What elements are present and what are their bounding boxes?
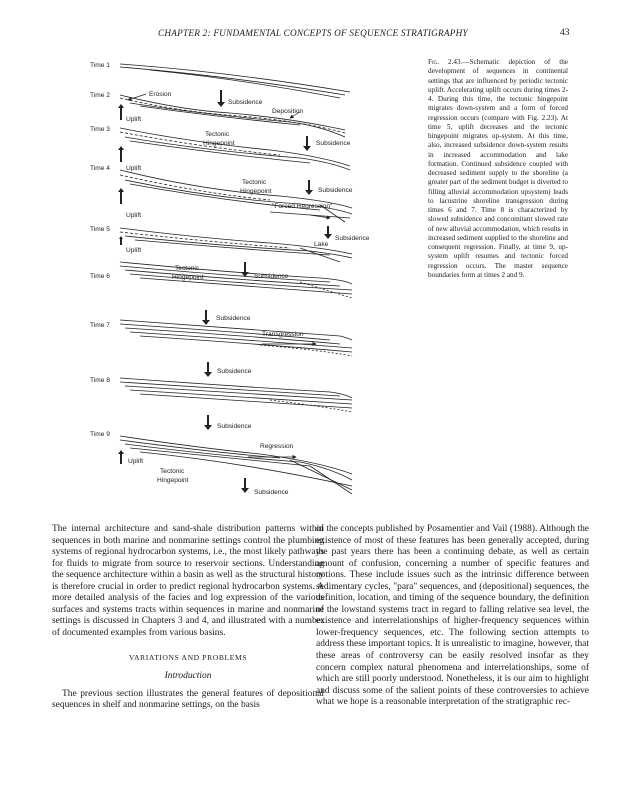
section-heading: VARIATIONS AND PROBLEMS bbox=[128, 653, 248, 663]
tectonic-label-t4: Tectonic bbox=[242, 179, 267, 186]
time-2-label: Time 2 bbox=[90, 92, 110, 99]
uplift-arrow-t3 bbox=[118, 146, 124, 162]
subsidence-label-t9b: Subsidence bbox=[254, 489, 289, 496]
time-1-label: Time 1 bbox=[90, 62, 110, 69]
regression-label: Regression bbox=[260, 443, 294, 450]
paragraph: of the concepts published by Posamentier and Vail (1988). Although the existence of most of these features has been generally accepted, during the past years there has been a continuing debate, as well as certain amount of confusion, concerning a number of specific features and notions. These include issues such as the intrinsic difference between sedimentary cycles, "para" sequences, and (depositional) sequences, the definition, location, and timing of the sequence boundary, the definition of the lowstand systems tract in regard to falling relative sea level, the existence and interrelationships of higher-frequency sequences within lower-frequency sequences, etc. The following section attempts to address these important topics. It is unrealistic to imagine, however, that these areas of controversy can be easily resolved insofar as they concern complex natural phenomena and interrelationships, some of which are still poorly understood. Nonetheless, it is our aim to highlight and discuss some of the salient points of these controversies to achieve what we hope is a reasonable interpretation of the stratigraphic rec- bbox=[316, 524, 589, 708]
chapter-title: CHAPTER 2: FUNDAMENTAL CONCEPTS OF SEQUENCE STRATIGRAPHY bbox=[158, 28, 468, 38]
right-column bbox=[316, 524, 589, 709]
subsidence-arrow-t5 bbox=[324, 226, 332, 239]
time-3-label: Time 3 bbox=[90, 126, 110, 133]
subsidence-arrow-t9a bbox=[204, 415, 212, 430]
tectonic-label-t6: Tectonic bbox=[175, 265, 200, 272]
uplift-arrow-t5 bbox=[119, 236, 123, 245]
time-7-diagram bbox=[120, 320, 352, 356]
transgression-label: Transgression bbox=[262, 331, 304, 338]
left-column bbox=[52, 524, 324, 712]
hingepoint-label-t9: Hingepoint bbox=[157, 477, 189, 484]
uplift-label-t5a: Uplift bbox=[126, 212, 142, 219]
caption-text: —Schematic depiction of the development of sequences in continental settings that are influenced by periodic tectonic uplift. Accelerating uplift occurs during times 2-4. During this time, the tectonic hingepoint migrates down-system and a form of forced regression occurs (compare with Fig. 2.23). At time 5, uplift decreases and the tectonic hingepoint migrates up-system. At this time, also, increased subsidence down-system results in increased accommodation and lake formation. Continued subsidence coupled with decreased sediment supply to the shoreline (a greater part of the sediment budget is diverted to filling alluvial accommodation upsystem) leads to lacustrine shoreline transgression during times 6 and 7. Time 8 is characterized by slowed subsidence and concomitant slowed rate of new alluvial accommodation, which results in increased sediment supplied to the shoreline and consequent regression. Finally, at time 9, up-system uplift resumes and tectonic forced regression occurs. The master sequence boundaries form at times 2 and 9. bbox=[428, 58, 568, 279]
erosion-label: Erosion bbox=[149, 91, 172, 98]
hingepoint-label-t6: Hingepoint bbox=[172, 274, 204, 281]
forced-regression-label: "Forced Regression" bbox=[272, 203, 333, 210]
subsidence-label-t3: Subsidence bbox=[316, 140, 351, 147]
caption-label: Fig. 2.43. bbox=[428, 58, 463, 66]
time-7-label: Time 7 bbox=[90, 322, 110, 329]
uplift-label-t2: Uplift bbox=[126, 116, 142, 123]
subsidence-label-t7: Subsidence bbox=[216, 315, 251, 322]
time-8-label: Time 8 bbox=[90, 377, 110, 384]
subsidence-label-t6: Subsidence bbox=[254, 273, 289, 280]
uplift-arrow-t9 bbox=[118, 450, 124, 464]
subsidence-label-t2: Subsidence bbox=[228, 99, 263, 106]
time-6-diagram bbox=[120, 262, 352, 298]
subsidence-arrow-t4 bbox=[305, 180, 313, 195]
time-3-diagram bbox=[120, 128, 350, 170]
page-number: 43 bbox=[560, 28, 570, 38]
uplift-label-t9: Uplift bbox=[128, 458, 144, 465]
subsidence-arrow-t3 bbox=[303, 136, 311, 151]
uplift-label-t4: Uplift bbox=[126, 165, 142, 172]
uplift-label-t5b: Uplift bbox=[126, 247, 142, 254]
uplift-arrow-t4 bbox=[118, 188, 124, 204]
subsidence-label-t8: Subsidence bbox=[217, 368, 252, 375]
figure-caption bbox=[428, 58, 568, 280]
paragraph: The internal architecture and sand-shale distribution patterns within sequences in both marine and nonmarine settings control the plumbing systems of regional hydrocarbon systems, i.e., the most likely pathways for fluids to migrate from source to reservoir sections. Understanding the sequence architecture within a basin as well as the structural history is therefore crucial in order to predict regional hydrocarbon systems. A more detailed analysis of the facies and log expression of the various surfaces and systems tracts within sequences in marine and nonmarine settings is discussed in Chapters 3 and 4, and illustrated with a number of documented examples from various basins. bbox=[52, 524, 324, 638]
subsidence-arrow-t7 bbox=[202, 310, 210, 325]
uplift-arrow-t2 bbox=[118, 104, 124, 120]
time-9-label: Time 9 bbox=[90, 431, 110, 438]
deposition-label: Deposition bbox=[272, 108, 304, 115]
time-8-diagram bbox=[120, 378, 352, 412]
subsidence-arrow-t8 bbox=[204, 362, 212, 377]
hingepoint-label-t3: Hingepoint bbox=[203, 140, 235, 147]
time-4-diagram bbox=[120, 170, 352, 222]
time-6-label: Time 6 bbox=[90, 273, 110, 280]
subsidence-arrow-t6 bbox=[241, 262, 249, 277]
hingepoint-label-t4: Hingepoint bbox=[240, 188, 272, 195]
lake-label: Lake bbox=[314, 241, 329, 248]
tectonic-label-t3: Tectonic bbox=[205, 131, 230, 138]
subsidence-arrow-t9b bbox=[241, 478, 249, 493]
subsection-heading: Introduction bbox=[164, 671, 212, 682]
time-9-diagram bbox=[120, 436, 352, 494]
subsidence-label-t4: Subsidence bbox=[318, 187, 353, 194]
subsidence-arrow-t2 bbox=[217, 90, 225, 107]
time-5-label: Time 5 bbox=[90, 226, 110, 233]
time-4-label: Time 4 bbox=[90, 165, 110, 172]
tectonic-label-t9: Tectonic bbox=[160, 468, 185, 475]
paragraph: The previous section illustrates the general features of depositional sequences in shelf and nonmarine settings, on the basis bbox=[52, 688, 324, 711]
subsidence-label-t9a: Subsidence bbox=[217, 423, 252, 430]
subsidence-label-t5: Subsidence bbox=[335, 235, 370, 242]
